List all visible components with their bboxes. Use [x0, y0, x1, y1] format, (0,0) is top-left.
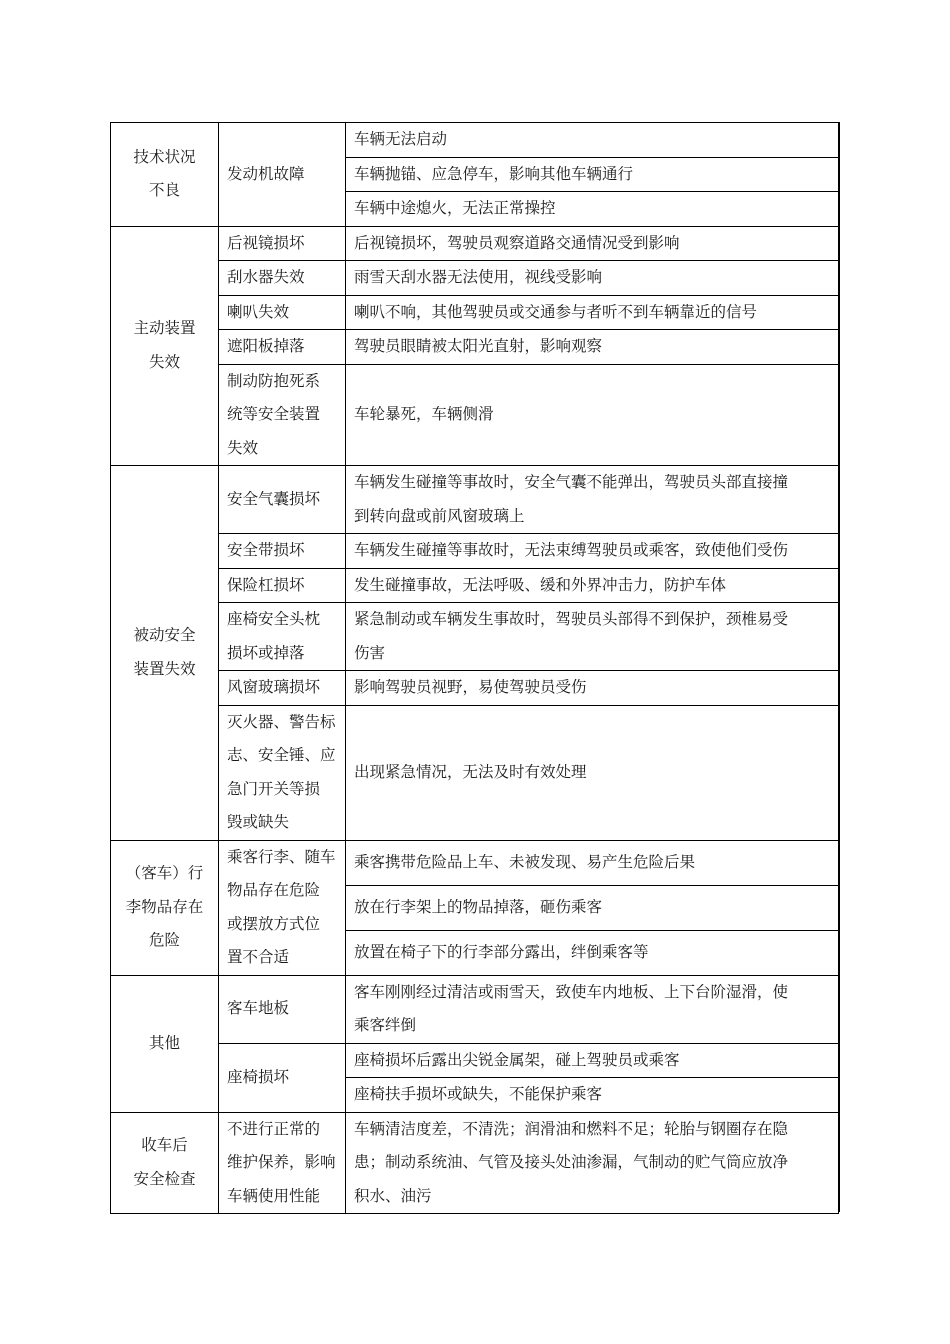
text-line: 车辆抛锚、应急停车，影响其他车辆通行 [354, 164, 634, 183]
subitem-cell [219, 1112, 346, 1214]
effect-cell [346, 671, 839, 706]
text-line: 危险 [148, 931, 180, 950]
text-line: 客车刚刚经过清洁或雨雪天，致使车内地板、上下台阶湿滑，使 [354, 982, 789, 1001]
vehicle-hazard-table [110, 122, 839, 1214]
effect-cell [346, 975, 839, 1043]
text-line: 座椅损坏 [227, 1067, 290, 1086]
effect-cell [346, 261, 839, 296]
table-row [111, 466, 839, 534]
effect-cell [346, 840, 839, 885]
text-line: 雨雪天刮水器无法使用，视线受影响 [354, 268, 603, 286]
effect-cell [346, 885, 839, 930]
effect-cell [346, 1112, 839, 1214]
text-line: （客车）行 [125, 864, 204, 883]
category-cell [111, 123, 219, 227]
effect-cell [346, 330, 839, 365]
text-line: 座椅安全头枕 [227, 610, 321, 628]
effect-cell [346, 568, 839, 603]
text-line: 被动安全 [133, 626, 196, 645]
text-line: 发生碰撞事故，无法呼吸、缓和外界冲击力，防护车体 [354, 575, 727, 594]
text-line: 维护保养，影响 [227, 1153, 336, 1171]
text-line: 紧急制动或车辆发生事故时，驾驶员头部得不到保护，颈椎易受 [354, 610, 789, 628]
text-line: 乘客行李、随车 [227, 847, 336, 866]
subitem-cell [219, 568, 346, 603]
text-line: 或摆放方式位 [227, 914, 321, 933]
text-line: 急门开关等损 [227, 779, 321, 798]
subitem-cell [219, 330, 346, 365]
text-line: 出现紧急情况，无法及时有效处理 [354, 762, 587, 781]
text-line: 影响驾驶员视野，易使驾驶员受伤 [354, 678, 587, 696]
effect-cell [346, 705, 839, 840]
table-row [111, 705, 839, 840]
table-row [111, 295, 839, 330]
text-line: 放置在椅子下的行李部分露出，绊倒乘客等 [354, 942, 649, 961]
table-row [111, 603, 839, 671]
text-line: 患；制动系统油、气管及接头处油渗漏，气制动的贮气筒应放净 [354, 1153, 789, 1171]
text-line: 损坏或掉落 [227, 643, 305, 662]
text-line: 李物品存在 [125, 897, 204, 916]
category-cell [111, 975, 219, 1112]
category-cell [111, 226, 219, 466]
text-line: 车辆发生碰撞等事故时，安全气囊不能弹出，驾驶员头部直接撞 [354, 473, 789, 491]
text-line: 装置失效 [133, 659, 196, 678]
text-line: 车辆发生碰撞等事故时，无法束缚驾驶员或乘客，致使他们受伤 [354, 541, 789, 559]
table-row [111, 123, 839, 158]
text-line: 收车后 [141, 1136, 188, 1155]
table-right-border [839, 122, 840, 1212]
text-line: 驾驶员眼睛被太阳光直射，影响观察 [354, 337, 603, 355]
effect-cell [346, 534, 839, 569]
subitem-cell [219, 705, 346, 840]
text-line: 毁或缺失 [227, 813, 290, 831]
subitem-cell [219, 295, 346, 330]
text-line: 放在行李架上的物品掉落，砸伤乘客 [354, 897, 603, 916]
text-line: 座椅扶手损坏或缺失，不能保护乘客 [354, 1085, 603, 1103]
text-line: 座椅损坏后露出尖锐金属架，碰上驾驶员或乘客 [354, 1050, 680, 1069]
text-line: 后视镜损坏，驾驶员观察道路交通情况受到影响 [354, 233, 680, 252]
category-cell [111, 1112, 219, 1214]
hazard-table-container [110, 122, 838, 1214]
effect-cell [346, 930, 839, 975]
text-line: 保险杠损坏 [227, 575, 305, 594]
subitem-cell [219, 603, 346, 671]
subitem-cell [219, 226, 346, 261]
text-line: 车辆使用性能 [227, 1186, 321, 1205]
text-line: 安全带损坏 [227, 541, 305, 559]
text-line: 失效 [227, 438, 259, 457]
subitem-cell [219, 364, 346, 466]
text-line: 其他 [148, 1033, 180, 1052]
text-line: 伤害 [354, 643, 386, 662]
effect-cell [346, 226, 839, 261]
subitem-cell [219, 123, 346, 227]
text-line: 乘客携带危险品上车、未被发现、易产生危险后果 [354, 852, 696, 871]
category-cell [111, 840, 219, 975]
text-line: 乘客绊倒 [354, 1016, 417, 1034]
text-line: 发动机故障 [227, 164, 305, 183]
text-line: 刮水器失效 [227, 268, 305, 286]
text-line: 车辆中途熄火，无法正常操控 [354, 199, 556, 217]
table-row [111, 534, 839, 569]
table-row [111, 1043, 839, 1078]
text-line: 安全气囊损坏 [227, 489, 321, 508]
table-row [111, 1112, 839, 1214]
text-line: 客车地板 [227, 999, 290, 1018]
effect-cell [346, 295, 839, 330]
table-row [111, 671, 839, 706]
text-line: 物品存在危险 [227, 881, 321, 899]
text-line: 制动防抱死系 [227, 371, 321, 390]
table-row [111, 568, 839, 603]
text-line: 志、安全锤、应 [227, 746, 336, 764]
table-row [111, 840, 839, 885]
text-line: 不良 [148, 181, 180, 200]
text-line: 喇叭不响，其他驾驶员或交通参与者听不到车辆靠近的信号 [354, 302, 758, 321]
text-line: 失效 [148, 352, 180, 371]
subitem-cell [219, 671, 346, 706]
table-row [111, 261, 839, 296]
text-line: 车轮暴死，车辆侧滑 [354, 405, 494, 423]
table-row [111, 330, 839, 365]
subitem-cell [219, 975, 346, 1043]
effect-cell [346, 603, 839, 671]
table-row [111, 226, 839, 261]
effect-cell [346, 123, 839, 158]
text-line: 到转向盘或前风窗玻璃上 [354, 506, 525, 525]
subitem-cell [219, 466, 346, 534]
effect-cell [346, 157, 839, 192]
text-line: 车辆清洁度差，不清洗；润滑油和燃料不足；轮胎与钢圈存在隐 [354, 1119, 789, 1138]
effect-cell [346, 192, 839, 227]
text-line: 喇叭失效 [227, 302, 290, 321]
text-line: 遮阳板掉落 [227, 337, 305, 355]
table-row [111, 364, 839, 466]
text-line: 主动装置 [133, 319, 196, 338]
text-line: 置不合适 [227, 948, 290, 966]
text-line: 车辆无法启动 [354, 130, 448, 148]
subitem-cell [219, 534, 346, 569]
text-line: 后视镜损坏 [227, 233, 305, 252]
effect-cell [346, 1043, 839, 1078]
table-row [111, 975, 839, 1043]
effect-cell [346, 364, 839, 466]
text-line: 统等安全装置 [227, 405, 321, 423]
text-line: 积水、油污 [354, 1186, 432, 1205]
text-line: 技术状况 [133, 147, 196, 166]
subitem-cell [219, 261, 346, 296]
text-line: 风窗玻璃损坏 [227, 678, 321, 696]
effect-cell [346, 466, 839, 534]
subitem-cell [219, 1043, 346, 1112]
subitem-cell [219, 840, 346, 975]
effect-cell [346, 1078, 839, 1113]
category-cell [111, 466, 219, 841]
text-line: 不进行正常的 [227, 1119, 321, 1138]
text-line: 安全检查 [133, 1169, 196, 1188]
text-line: 灭火器、警告标 [227, 712, 336, 731]
